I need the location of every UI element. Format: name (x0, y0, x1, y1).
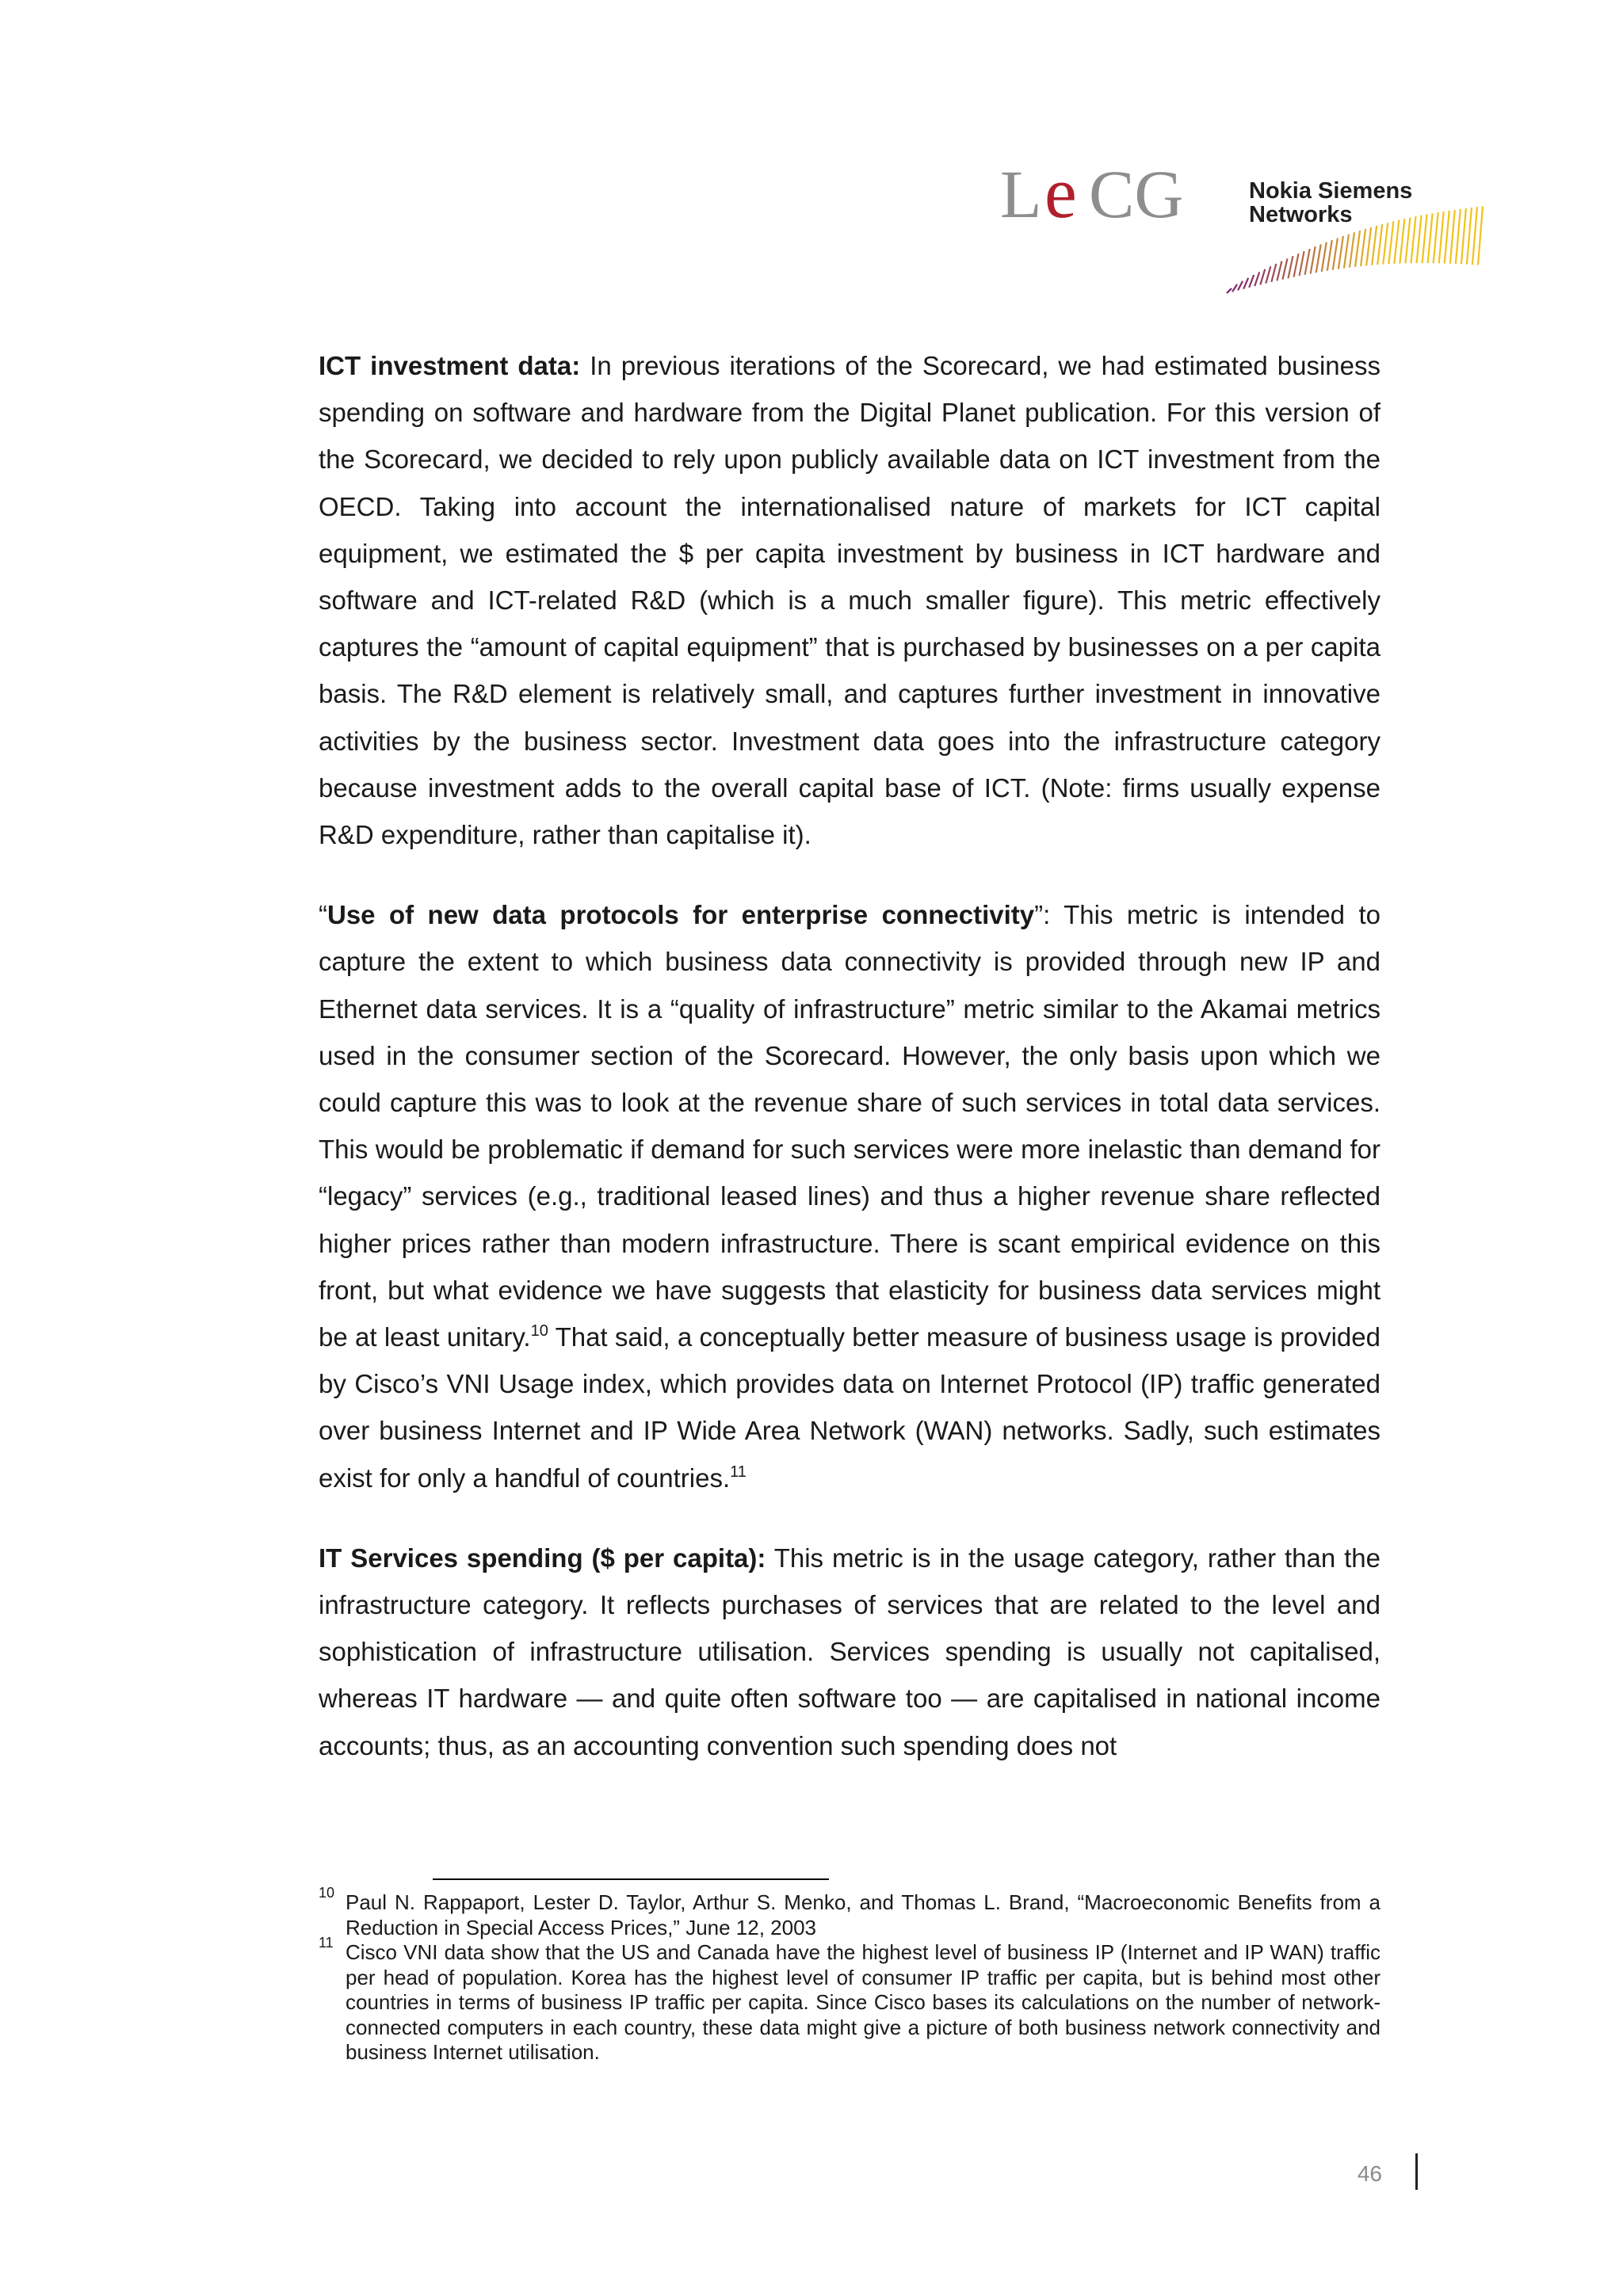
nsn-wave-stroke (1294, 254, 1299, 277)
nsn-wave-stroke (1461, 208, 1466, 264)
svg-text:CG: CG (1089, 156, 1184, 232)
page-number-bar (1415, 2153, 1418, 2190)
footnote-number: 10 (319, 1885, 335, 1901)
nsn-wave-stroke (1232, 284, 1237, 292)
nsn-wave-stroke (1445, 211, 1449, 264)
footnote-10 (319, 1885, 1381, 1940)
paragraph-new-data-protocols: “Use of new data protocols for enterprise connectivity”: This metric is intended to capture the extent to which business data connectivity is provided through new IP and Ethernet data services. It is a “quality of infrastructure” metric similar to the Akamai metrics used in the consumer section of the Scorecard. However, the only basis upon which we could capture this was to look at the revenue share of such services in total data services. This would be problematic if demand for such services were more inelastic than demand for “legacy” services (e.g., traditional leased lines) and thus a higher revenue share reflected higher prices rather than modern infrastructure. There is scant empirical evidence on this front, but what evidence we have suggests that elasticity for business data services might be at least unitary.$^{10}$ That said, a conceptually better measure of business usage is provided by Cisco’s VNI Usage index, which provides data on Internet Protocol (IP) traffic generated over business Internet and IP Wide Area Network (WAN) networks. Sadly, such estimates exist for only a handful of countries.$^{11}$ (319, 900, 1381, 1493)
nsn-wave-stroke (1417, 215, 1422, 263)
nsn-wave-stroke (1282, 258, 1287, 279)
svg-text:Nokia Siemens: Nokia Siemens (1249, 178, 1413, 204)
nsn-wave-stroke (1305, 249, 1310, 275)
nsn-wave-stroke (1327, 240, 1332, 271)
nsn-wave-stroke (1322, 242, 1327, 272)
svg-text:Networks: Networks (1249, 202, 1353, 227)
term-it-services-spending: IT Services spending ($ per capita): (319, 1543, 766, 1573)
nsn-wave-stroke (1405, 218, 1410, 264)
nsn-wave-stroke (1439, 212, 1444, 263)
nsn-wave-stroke (1478, 206, 1483, 265)
svg-text:L: L (1000, 156, 1042, 232)
nsn-wave-stroke (1249, 275, 1254, 288)
page-number: 46 (1357, 2161, 1382, 2186)
lecg-logo (1000, 155, 1198, 235)
nsn-wave-stroke (1238, 281, 1243, 291)
nsn-wave-stroke (1372, 226, 1377, 265)
nsn-wave-stroke (1450, 210, 1455, 264)
nsn-wave-stroke (1316, 244, 1321, 273)
nsn-wave-stroke (1271, 264, 1276, 282)
footnote-text: Cisco VNI data show that the US and Canada have the highest level of business IP (Internet and IP WAN) traffic per head of population. Korea has the highest level of consumer IP traffic per capita, but is behind most other countries in terms of business IP traffic per capita. Since Cisco bases its calculations on the number of network-connected computers in each country, these data might give a picture of both business network connectivity and business Internet utilisation. (346, 1940, 1381, 2064)
nsn-wave-stroke (1434, 212, 1438, 263)
body-text (319, 342, 1381, 1769)
nsn-wave-stroke (1266, 266, 1270, 283)
nsn-wave-stroke (1227, 288, 1232, 293)
nsn-wave-stroke (1428, 213, 1433, 263)
paragraph-it-services-spending: IT Services spending ($ per capita): This metric is in the usage category, rather than the infrastructure category. It reflects purchases of services that are related to the level and sophistication of infrastructure utilisation. Services spending is usually not capitalised, whereas IT hardware — and quite often software too — are capitalised in national income accounts; thus, as an accounting convention such spending does not (319, 1543, 1381, 1760)
nsn-wave-stroke (1467, 208, 1472, 265)
nokia-siemens-networks-logo (1220, 174, 1490, 301)
nsn-wave-stroke (1333, 238, 1338, 269)
nsn-wave-stroke (1338, 236, 1343, 269)
nsn-wave-stroke (1300, 251, 1304, 276)
term-new-data-protocols: Use of new data protocols for enterprise connectivity (327, 900, 1035, 930)
footnote-separator (433, 1878, 829, 1880)
term-ict-investment-data: ICT investment data: (319, 351, 581, 380)
nsn-wave-stroke (1472, 207, 1477, 265)
nsn-wave-stroke (1288, 256, 1293, 278)
footnote-11 (319, 1935, 1381, 2065)
nsn-wave-stroke (1366, 227, 1371, 265)
nsn-wave-stroke (1383, 223, 1388, 265)
nsn-wave-stroke (1423, 214, 1427, 263)
nsn-wave-stroke (1411, 216, 1415, 263)
nsn-wave-stroke (1260, 269, 1265, 285)
nsn-wave-stroke (1394, 220, 1399, 264)
paragraph-ict-investment: ICT investment data: In previous iterations of the Scorecard, we had estimated business spending on software and hardware from the Digital Planet publication. For this version of the Scorecard, we decided to rely upon publicly available data on ICT investment from the OECD. Taking into account the internationalised nature of markets for ICT capital equipment, we estimated the $ per capita investment by business in ICT hardware and software and ICT-related R&D (which is a much smaller figure). This metric effectively captures the “amount of capital equipment” that is purchased by businesses on a per capita basis. The R&D element is relatively small, and captures further investment in innovative activities by the business sector. Investment data goes into the infrastructure category because investment adds to the overall capital base of ICT. (Note: firms usually expense R&D expenditure, rather than capitalise it). (319, 351, 1381, 850)
nsn-wave-stroke (1277, 261, 1281, 281)
nsn-wave-stroke (1344, 235, 1349, 269)
footnotes (319, 1885, 1381, 2065)
nsn-wave-stroke (1400, 219, 1404, 263)
footnote-ref-10[interactable]: 10 (530, 1322, 548, 1341)
svg-text:e: e (1044, 155, 1077, 233)
nsn-wave-stroke (1361, 229, 1365, 266)
footnote-ref-11[interactable]: 11 (730, 1463, 747, 1481)
footnote-number: 11 (319, 1935, 334, 1951)
nsn-wave-stroke (1243, 278, 1248, 289)
nsn-wave-stroke (1388, 221, 1393, 264)
nsn-wave-stroke (1350, 232, 1354, 267)
nsn-wave-stroke (1254, 272, 1259, 286)
nsn-wave-stroke (1377, 224, 1382, 265)
nsn-wave-stroke (1311, 246, 1316, 273)
footnote-text: Paul N. Rappaport, Lester D. Taylor, Arthur S. Menko, and Thomas L. Brand, “Macroeconomic Benefits from a Reduction in Special Access Prices,” June 12, 2003 (346, 1890, 1381, 1939)
nsn-wave-stroke (1355, 231, 1360, 267)
nsn-wave-stroke (1456, 209, 1461, 264)
